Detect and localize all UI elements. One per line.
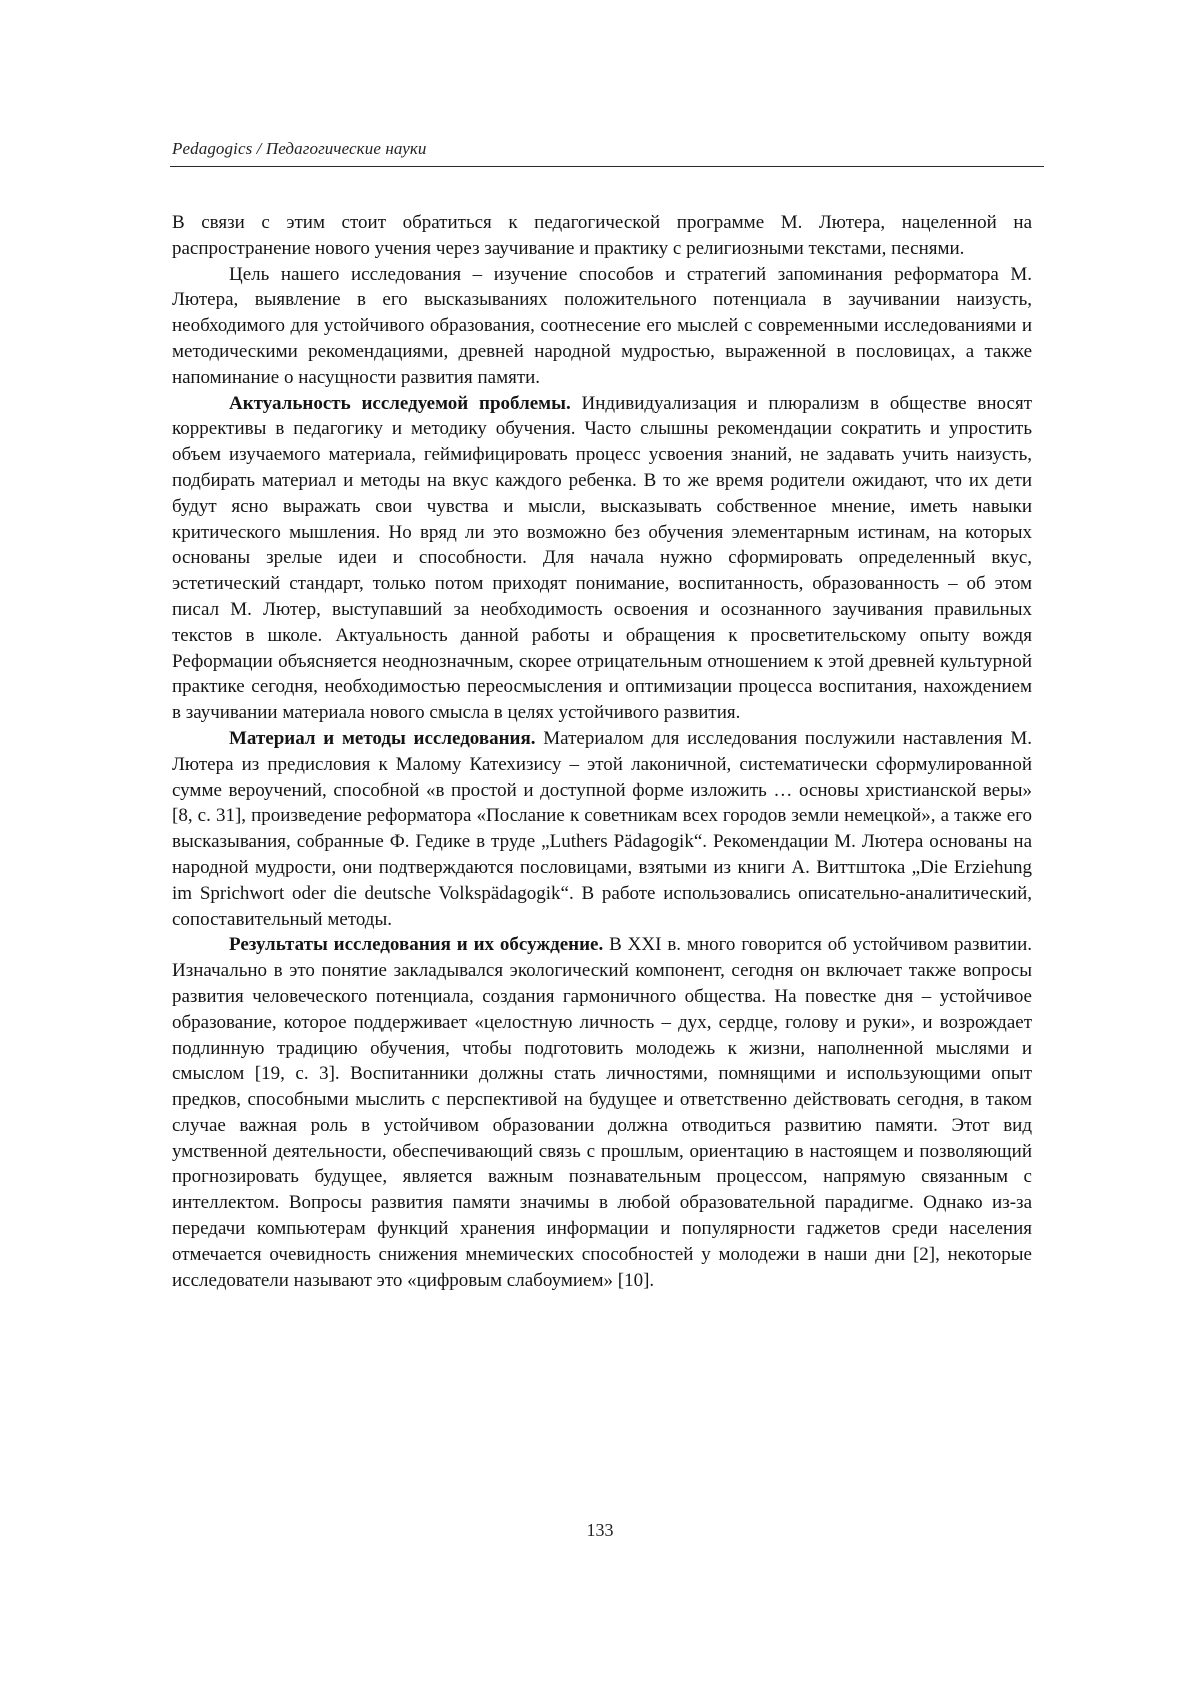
section-heading-results: Результаты исследования и их обсуждение.	[229, 934, 604, 956]
article-body	[172, 210, 1032, 1293]
running-header: Pedagogics / Педагогические науки	[172, 139, 427, 158]
relevance-text: Индивидуализация и плюрализм в обществе вносят коррективы в педагогику и методику обучения. Часто слышны рекомендации сократить и упростить объем изучаемого материала, геймифицировать процесс усвоения знаний, не задавать учить наизусть, подбирать материал и методы на вкус каждого ребенка. В то же время родители ожидают, что их дети будут ясно выражать свои чувства и мысли, высказывать собственное мнение, иметь навыки критического мышления. Но вряд ли это возможно без обучения элементарным истинам, на которых основаны зрелые идеи и способности. Для начала нужно сформировать определенный вкус, эстетический стандарт, только потом приходят понимание, воспитанность, образованность – об этом писал М. Лютер, выступавший за необходимость освоения и осознанного заучивания правильных текстов в школе. Актуальность данной работы и обращения к просветительскому опыту вождя Реформации объясняется неоднозначным, скорее отрицательным отношением к этой древней культурной практике сегодня, необходимостью переосмысления и оптимизации процесса воспитания, нахождением в заучивании материала нового смысла в целях устойчивого развития.	[172, 392, 1032, 724]
header-rule	[170, 166, 1044, 167]
paragraph-results	[172, 932, 1032, 1293]
section-heading-relevance: Актуальность исследуемой проблемы.	[229, 392, 571, 414]
section-heading-materials-methods: Материал и методы исследования.	[229, 727, 536, 749]
paragraph-intro: В связи с этим стоит обратиться к педагогической программе М. Лютера, нацеленной на распространение нового учения через заучивание и практику с религиозными текстами, песнями.	[172, 212, 1032, 259]
paragraph-materials-methods	[172, 726, 1032, 932]
paragraph-aim: Цель нашего исследования – изучение способов и стратегий запоминания реформатора М. Лютера, выявление в его высказываниях положительного потенциала в заучивании наизусть, необходимого для устойчивого образования, соотнесение его мыслей с современными исследованиями и методическими рекомендациями, древней народной мудростью, выраженной в пословицах, а также напоминание о насущности развития памяти.	[172, 263, 1032, 388]
page-number: 133	[586, 1520, 614, 1540]
paragraph-relevance	[172, 391, 1032, 726]
materials-methods-text: Материалом для исследования послужили наставления М. Лютера из предисловия к Малому Катехизису – этой лаконичной, систематически сформулированной сумме вероучений, способной «в простой и доступной форме изложить … основы христианской веры» [8, с. 31], произведение реформатора «Послание к советникам всех городов земли немецкой», а также его высказывания, собранные Ф. Гедике в труде „Luthers Pädagogik“. Рекомендации М. Лютера основаны на народной мудрости, они подтверждаются пословицами, взятыми из книги А. Виттштока „Die Erziehung im Sprichwort oder die deutsche Volkspädagogik“. В работе использовались описательно-аналитический, сопоставительный методы.	[172, 727, 1032, 930]
results-text: В XXI в. много говорится об устойчивом развитии. Изначально в это понятие закладывался экологический компонент, сегодня он включает также вопросы развития человеческого потенциала, создания гармоничного общества. На повестке дня – устойчивое образование, которое поддерживает «целостную личность – дух, сердце, голову и руки», и возрождает подлинную традицию обучения, чтобы подготовить молодежь к жизни, наполненной мыслями и смыслом [19, с. 3]. Воспитанники должны стать личностями, помнящими и использующими опыт предков, способными мыслить с перспективой на будущее и ответственно действовать сегодня, в таком случае важная роль в устойчивом образовании должна отводиться развитию памяти. Этот вид умственной деятельности, обеспечивающий связь с прошлым, ориентацию в настоящем и позволяющий прогнозировать будущее, является важным познавательным процессом, напрямую связанным с интеллектом. Вопросы развития памяти значимы в любой образовательной парадигме. Однако из-за передачи компьютерам функций хранения информации и популярности гаджетов среди населения отмечается очевидность снижения мнемических способностей у молодежи в наши дни [2], некоторые исследователи называют это «цифровым слабоумием» [10].	[172, 934, 1032, 1291]
